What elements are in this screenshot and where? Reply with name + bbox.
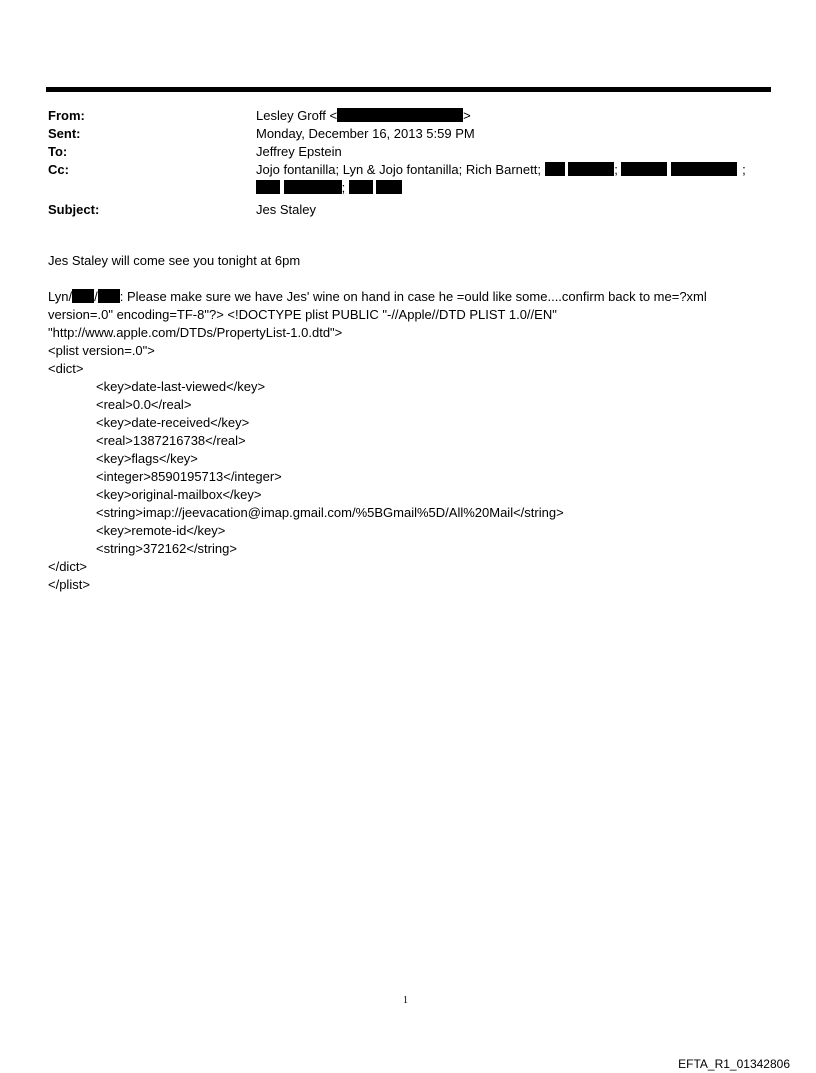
dict-line: <key>remote-id</key> [96,523,226,538]
redaction-box [671,162,737,176]
cc-value: Jojo fontanilla; Lyn & Jojo fontanilla; Rich Barnett; ; ; [256,162,746,177]
dict-line: <string>imap://jeevacation@imap.gmail.com/%5BGmail%5D/All%20Mail</string> [96,505,564,520]
xml-line: <dict> [48,361,84,376]
lyn-text: : Please make sure we have Jes' wine on hand in case he =ould like some....confirm back to me=?xml [119,289,707,304]
redaction-box [256,180,280,194]
cc-names: Jojo fontanilla; Lyn & Jojo fontanilla; Rich Barnett; [256,162,541,177]
redaction-box [349,180,373,194]
subject-value: Jes Staley [256,202,316,217]
subject-label: Subject: [48,202,100,217]
dict-line: <integer>8590195713</integer> [96,469,282,484]
lyn-prefix: Lyn/ [48,289,73,304]
from-value [256,107,471,125]
redaction-box [72,289,94,303]
dict-line: <string>372162</string> [96,541,237,556]
sent-row [48,125,770,143]
to-value: Jeffrey Epstein [256,144,342,159]
sent-label: Sent: [48,126,81,141]
page-number: 1 [403,995,408,1006]
redaction-box [376,180,402,194]
redaction-box [98,289,120,303]
from-row [48,107,770,125]
from-name: Lesley Groff < [256,108,338,123]
to-row [48,143,770,161]
dict-line: <key>date-received</key> [96,415,250,430]
blank-line [48,270,778,288]
lyn-slash: / [94,289,98,304]
dict-line: <real>1387216738</real> [96,433,246,448]
cc-row-continued [48,179,770,197]
header-rule [46,87,771,92]
xml-line: version=.0" encoding=TF-8"?> <!DOCTYPE plist PUBLIC "-//Apple//DTD PLIST 1.0//EN" [48,307,557,322]
dict-line: <real>0.0</real> [96,397,192,412]
redaction-box [621,162,667,176]
email-body [48,252,778,594]
dict-line: <key>date-last-viewed</key> [96,379,266,394]
subject-row [48,201,770,219]
cc-separator: ; [614,162,618,177]
xml-line: "http://www.apple.com/DTDs/PropertyList-1.0.dtd"> [48,325,343,340]
document-id: EFTA_R1_01342806 [678,1057,790,1071]
xml-line: </dict> [48,559,88,574]
sent-value: Monday, December 16, 2013 5:59 PM [256,126,475,141]
xml-line: </plist> [48,577,90,592]
cc-row [48,161,770,179]
dict-line: <key>flags</key> [96,451,198,466]
redaction-box [284,180,342,194]
body-line: Jes Staley will come see you tonight at 6pm [48,253,301,268]
from-suffix: > [463,108,471,123]
body-line [48,288,778,306]
cc-value-continued: ; [256,179,402,197]
dict-line: <key>original-mailbox</key> [96,487,262,502]
redaction-box [568,162,614,176]
from-label: From: [48,108,85,123]
redaction-box [545,162,565,176]
redaction-box [337,108,463,122]
xml-line: <plist version=.0"> [48,343,155,358]
email-header [48,107,770,219]
cc-label: Cc: [48,162,69,177]
to-label: To: [48,144,68,159]
